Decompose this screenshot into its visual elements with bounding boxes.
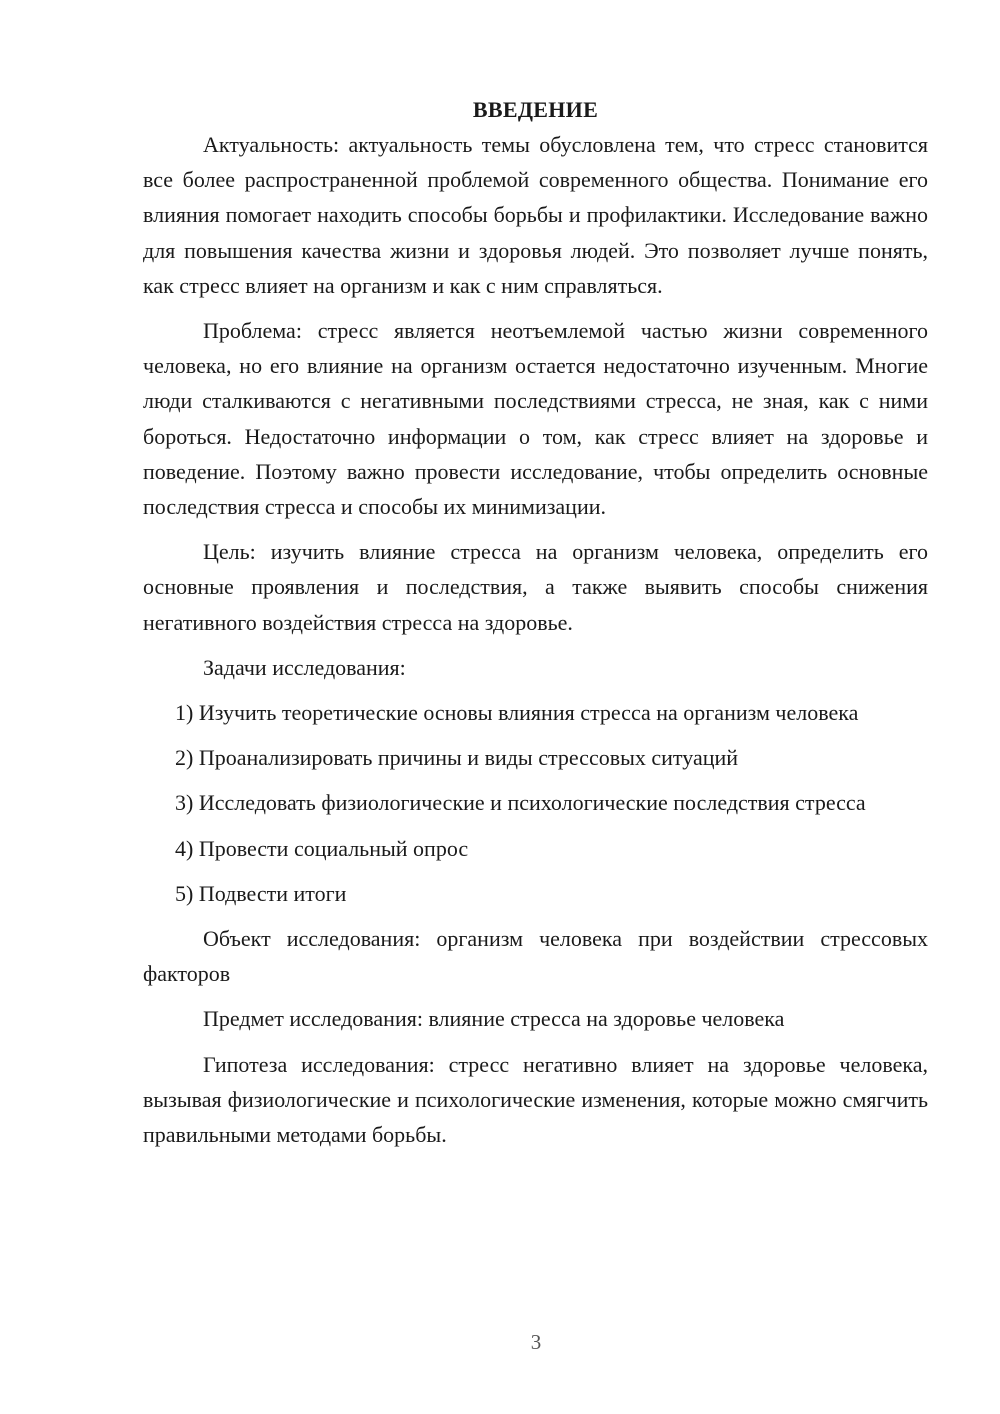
goal-paragraph: Цель: изучить влияние стресса на организм человека, определить его основные проявления и последствия, а также выявить способы снижения негативного воздействия стресса на здоровье.: [143, 539, 928, 635]
relevance-paragraph: Актуальность: актуальность темы обусловлена тем, что стресс становится все более распространенной проблемой современного общества. Понимание его влияния помогает находить способы борьбы и профилактики. Исследование важно для повышения качества жизни и здоровья людей. Это позволяет лучше понять, как стресс влияет на организм и как с ним справляться.: [143, 132, 928, 298]
tasks-heading: Задачи исследования:: [203, 654, 406, 680]
object-paragraph: Объект исследования: организм человека при воздействии стрессовых факторов: [143, 926, 928, 987]
task-item: 5) Подвести итоги: [175, 880, 347, 906]
task-item: 2) Проанализировать причины и виды стрессовых ситуаций: [175, 745, 739, 771]
section-title: ВВЕДЕНИЕ: [472, 97, 599, 122]
task-item: 4) Провести социальный опрос: [175, 835, 469, 861]
hypothesis-paragraph: Гипотеза исследования: стресс негативно влияет на здоровье человека, вызывая физиологические и психологические изменения, которые можно смягчить правильными методами борьбы.: [143, 1051, 928, 1148]
task-item: 1) Изучить теоретические основы влияния стресса на организм человека: [175, 700, 859, 726]
problem-paragraph: Проблема: стресс является неотъемлемой частью жизни современного человека, но его влияние на организм остается недостаточно изученным. Многие люди сталкиваются с негативными последствиями стресса, не зная, как с ними бороться. Недостаточно информации о том, как стресс влияет на здоровье и поведение. Поэтому важно провести исследование, чтобы определить основные последствия стресса и способы их минимизации.: [143, 318, 928, 520]
page-number: 3: [530, 1330, 542, 1354]
document-page: [143, 92, 928, 1162]
task-item: 3) Исследовать физиологические и психологические последствия стресса: [175, 790, 866, 816]
subject-paragraph: Предмет исследования: влияние стресса на здоровье человека: [203, 1006, 785, 1032]
